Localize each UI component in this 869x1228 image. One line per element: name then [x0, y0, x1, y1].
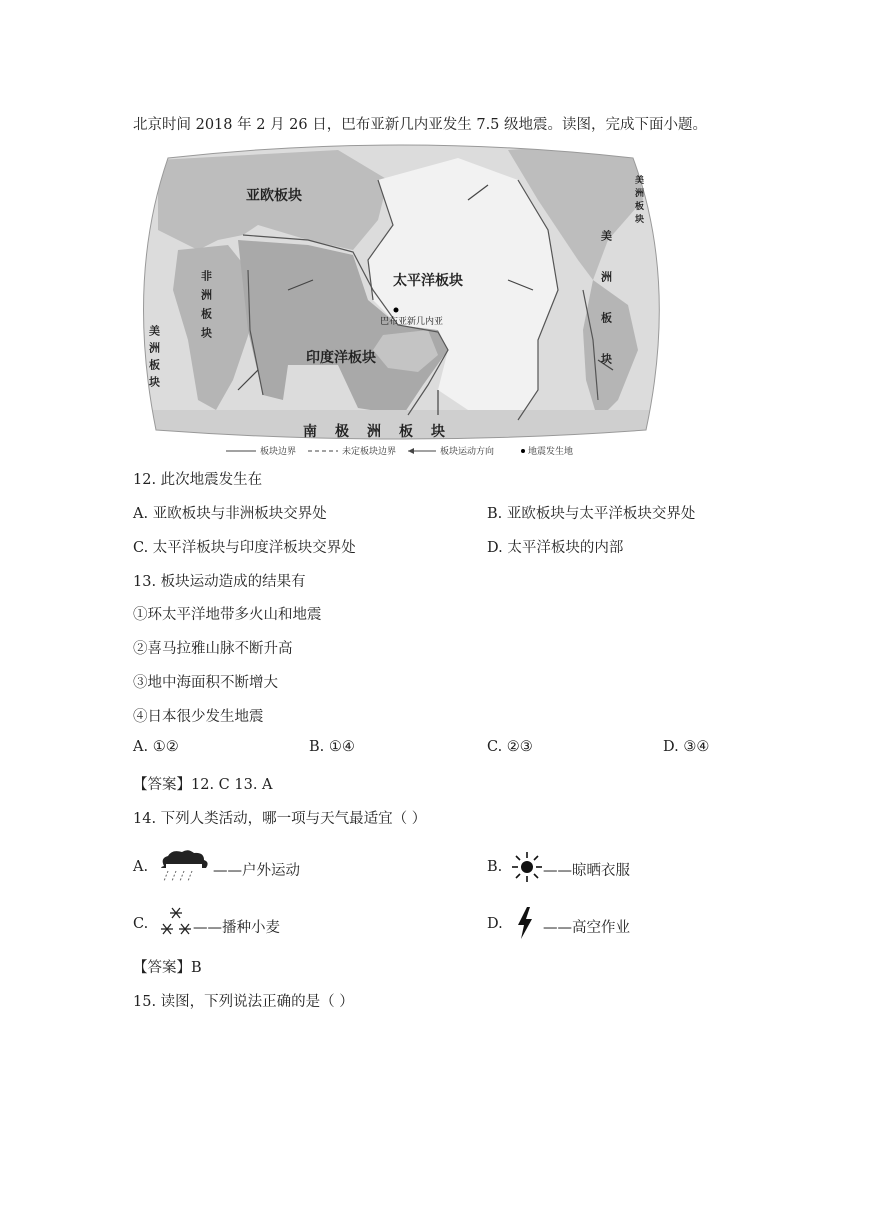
q13-option-c: C. ②③ [487, 739, 533, 755]
q13-stem: 13. 板块运动造成的结果有 [133, 574, 306, 590]
q14-option-d-letter: D. [487, 916, 503, 932]
answer-12-13: 【答案】12. C 13. A [133, 777, 273, 793]
plate-map [138, 140, 663, 462]
label-pacific-plate: 太平洋板块 [393, 273, 463, 289]
q12-stem: 12. 此次地震发生在 [133, 472, 263, 488]
legend-undetermined: 未定板块边界 [342, 447, 397, 457]
label-american-plate-right: 美洲板块 [599, 230, 613, 394]
map-legend [226, 445, 573, 457]
q14-option-b-letter: B. [487, 859, 503, 875]
q14-option-b-text: ——晾晒衣服 [543, 863, 630, 879]
q13-statement-2: ②喜马拉雅山脉不断升高 [133, 641, 293, 657]
label-eurasian-plate: 亚欧板块 [246, 188, 302, 204]
q14-option-c-letter: C. [133, 916, 149, 932]
q13-option-a: A. ①② [133, 739, 179, 755]
storm-cloud-icon [156, 848, 210, 882]
label-american-plate-top: 美洲板块 [633, 175, 643, 227]
q14-option-a-letter: A. [133, 859, 149, 875]
intro-text: 北京时间 2018 年 2 月 26 日，巴布亚新几内亚发生 7.5 级地震。读图，完成下面小题。 [133, 117, 708, 133]
legend-direction: 板块运动方向 [440, 447, 495, 457]
label-antarctic-plate: 南极洲板块 [303, 424, 463, 440]
label-african-plate: 非洲板块 [199, 270, 213, 346]
answer-14: 【答案】B [133, 960, 202, 976]
q14-stem: 14. 下列人类活动，哪一项与天气最适宜（ ） [133, 811, 427, 827]
legend-quake: 地震发生地 [528, 447, 574, 457]
lightning-icon [515, 907, 535, 939]
label-indian-plate: 印度洋板块 [306, 350, 376, 366]
label-quake-site: 巴布亚新几内亚 [380, 317, 444, 327]
q13-statement-4: ④日本很少发生地震 [133, 709, 264, 725]
q13-statement-3: ③地中海面积不断增大 [133, 675, 278, 691]
snowflake-icon [159, 905, 193, 937]
q14-option-c-text: ——播种小麦 [193, 920, 280, 936]
q13-option-d: D. ③④ [663, 739, 710, 755]
q13-statement-1: ①环太平洋地带多火山和地震 [133, 607, 322, 623]
q12-option-c: C. 太平洋板块与印度洋板块交界处 [133, 540, 356, 556]
q14-option-d-text: ——高空作业 [543, 920, 630, 936]
q12-option-a: A. 亚欧板块与非洲板块交界处 [133, 506, 327, 522]
q13-option-b: B. ①④ [309, 739, 355, 755]
label-american-plate-left: 美洲板块 [147, 325, 161, 393]
q15-stem: 15. 读图，下列说法正确的是（ ） [133, 994, 354, 1010]
q12-option-b: B. 亚欧板块与太平洋板块交界处 [487, 506, 696, 522]
q14-option-a-text: ——户外运动 [213, 863, 300, 879]
legend-boundary: 板块边界 [260, 447, 297, 457]
sun-icon [511, 851, 543, 883]
q12-option-d: D. 太平洋板块的内部 [487, 540, 624, 556]
